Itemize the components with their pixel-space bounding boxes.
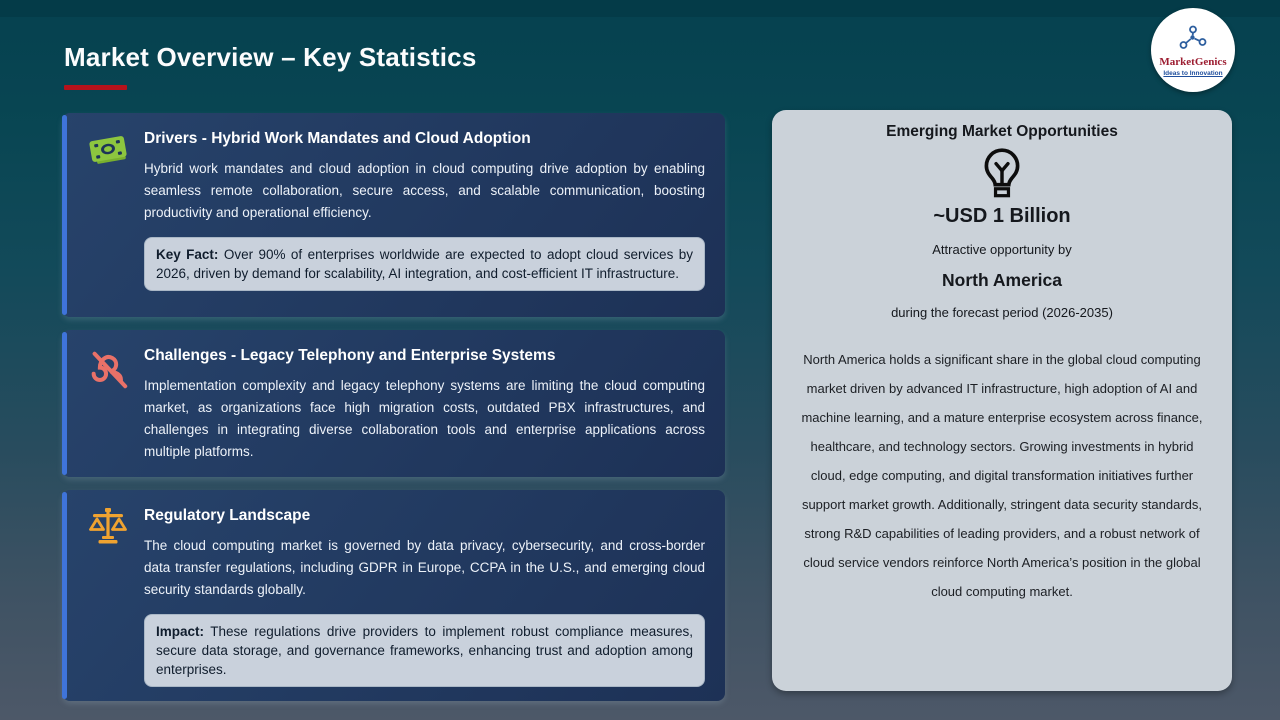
logo xyxy=(1151,8,1235,92)
panel-title: Emerging Market Opportunities xyxy=(886,123,1118,140)
key-statistics-column xyxy=(62,113,725,701)
callout-label: Impact: xyxy=(156,624,205,639)
card-accent-bar xyxy=(62,115,67,315)
card-body: The cloud computing market is governed by data privacy, cybersecurity, and cross-border data transfer regulations, including GDPR in Europe, CCPA in the U.S., and emerging cloud security standards globally. xyxy=(144,538,705,597)
logo-tagline: Ideas to Innovation xyxy=(1163,69,1223,77)
opportunity-value: ~USD 1 Billion xyxy=(933,205,1071,227)
opportunity-description: North America holds a significant share in the global cloud computing market driven by advanced IT infrastructure, high adoption of AI and machine learning, and a mature enterprise ecosystem across finance, healthcare, and technology sectors. Growing investments in hybrid cloud, edge computing, and digital transformation initiatives further support market growth. Additionally, stringent data security standards, strong R&D capabilities of leading providers, and a robust network of cloud service vendors reinforce North America’s position in the global cloud computing market. xyxy=(801,352,1203,599)
lightbulb-icon xyxy=(976,147,1028,203)
card-accent-bar xyxy=(62,332,67,475)
opportunity-subtitle: Attractive opportunity by xyxy=(932,242,1072,257)
card-title: Drivers - Hybrid Work Mandates and Cloud Adoption xyxy=(144,130,531,147)
callout-text: Over 90% of enterprises worldwide are expected to adopt cloud services by 2026, driven by demand for scalability, AI integration, and cost-efficient IT infrastructure. xyxy=(156,247,693,282)
impact-box xyxy=(144,614,705,687)
card-body: Implementation complexity and legacy telephony systems are limiting the cloud computing market, as organizations face high migration costs, outdated PBX infrastructures, and challenges in integrating diverse collaboration tools and enterprise applications across multiple platforms. xyxy=(144,378,705,459)
opportunity-region: North America xyxy=(942,270,1062,290)
key-fact-box xyxy=(144,237,705,291)
broken-connection-icon xyxy=(86,345,130,463)
logo-name: MarketGenics xyxy=(1159,56,1227,69)
regulatory-card xyxy=(62,490,725,701)
money-banknote-icon xyxy=(86,128,130,303)
drivers-card xyxy=(62,113,725,317)
scales-icon xyxy=(86,505,130,687)
molecule-icon xyxy=(1177,25,1209,56)
card-title: Challenges - Legacy Telephony and Enterprise Systems xyxy=(144,347,556,364)
top-strip xyxy=(0,0,1280,17)
card-title: Regulatory Landscape xyxy=(144,507,311,524)
challenges-card xyxy=(62,330,725,477)
callout-text: These regulations drive providers to implement robust compliance measures, secure data storage, and governance frameworks, enhancing trust and adoption among enterprises. xyxy=(156,624,693,678)
card-body: Hybrid work mandates and cloud adoption in cloud computing drive adoption by enabling seamless remote collaboration, secure access, and scalable communication, boosting productivity and operational efficiency. xyxy=(144,161,705,220)
opportunity-panel xyxy=(772,110,1232,691)
card-accent-bar xyxy=(62,492,67,699)
callout-label: Key Fact: xyxy=(156,247,219,262)
content-area xyxy=(62,110,1232,701)
title-underline xyxy=(64,85,127,90)
page-title: Market Overview – Key Statistics xyxy=(64,42,477,72)
opportunity-period: during the forecast period (2026-2035) xyxy=(891,305,1113,320)
